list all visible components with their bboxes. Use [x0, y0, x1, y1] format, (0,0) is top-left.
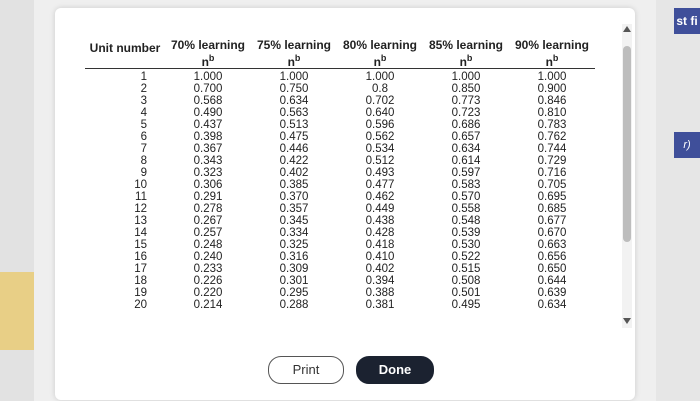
table-row — [85, 143, 595, 155]
learning-value-cell: 0.614 — [451, 155, 481, 167]
learning-value-cell: 0.357 — [279, 203, 309, 215]
learning-value-cell: 0.783 — [537, 119, 567, 131]
learning-value-cell: 0.345 — [279, 215, 309, 227]
unit-number-cell: 18 — [134, 275, 147, 287]
print-button[interactable]: Print — [268, 356, 344, 384]
learning-value-cell: 0.640 — [365, 107, 395, 119]
learning-value-cell: 0.385 — [279, 179, 309, 191]
unit-number-cell: 16 — [134, 251, 147, 263]
learning-value-cell: 0.267 — [193, 215, 223, 227]
learning-value-cell: 0.309 — [279, 263, 309, 275]
learning-value-cell: 0.762 — [537, 131, 567, 143]
learning-value-cell: 0.306 — [193, 179, 223, 191]
unit-number-cell: 9 — [140, 167, 147, 179]
column-header-b: b — [552, 53, 559, 63]
table-row — [85, 131, 595, 143]
column-header-75 — [251, 28, 337, 69]
table-header-row — [85, 28, 595, 69]
learning-curve-table — [85, 28, 595, 311]
learning-value-cell: 0.437 — [193, 119, 223, 131]
unit-number-cell: 4 — [140, 107, 147, 119]
table-row — [85, 179, 595, 191]
table-row — [85, 299, 595, 311]
column-header-b: b — [466, 53, 473, 63]
learning-value-cell: 1.000 — [193, 71, 223, 83]
learning-value-cell: 0.462 — [365, 191, 395, 203]
column-header-90 — [509, 28, 595, 69]
learning-value-cell: 0.490 — [193, 107, 223, 119]
learning-value-cell: 0.702 — [365, 95, 395, 107]
table-row — [85, 251, 595, 263]
learning-value-cell: 0.515 — [451, 263, 481, 275]
learning-value-cell: 0.316 — [279, 251, 309, 263]
unit-number-cell: 5 — [140, 119, 147, 131]
unit-number-cell: 3 — [140, 95, 147, 107]
learning-value-cell: 0.744 — [537, 143, 567, 155]
learning-value-cell: 0.418 — [365, 239, 395, 251]
learning-value-cell: 0.257 — [193, 227, 223, 239]
learning-value-cell: 0.240 — [193, 251, 223, 263]
learning-value-cell: 0.663 — [537, 239, 567, 251]
unit-number-cell: 8 — [140, 155, 147, 167]
learning-value-cell: 0.634 — [451, 143, 481, 155]
learning-value-cell: 0.850 — [451, 83, 481, 95]
scroll-up-arrow-icon[interactable] — [623, 26, 631, 32]
learning-value-cell: 0.214 — [193, 299, 223, 311]
table-row — [85, 83, 595, 95]
unit-number-cell: 13 — [134, 215, 147, 227]
learning-value-cell: 0.512 — [365, 155, 395, 167]
learning-value-cell: 0.388 — [365, 287, 395, 299]
unit-number-header: Unit number — [89, 41, 161, 55]
learning-curve-table-dialog — [55, 8, 635, 400]
learning-value-cell: 0.226 — [193, 275, 223, 287]
learning-value-cell: 0.670 — [537, 227, 567, 239]
unit-number-cell: 1 — [140, 71, 147, 83]
unit-number-cell: 2 — [140, 83, 147, 95]
unit-number-cell: 11 — [135, 191, 147, 203]
scroll-down-arrow-icon[interactable] — [623, 318, 631, 324]
learning-value-cell: 0.325 — [279, 239, 309, 251]
partial-label-top: st fi — [674, 8, 700, 34]
column-header-n: n — [287, 55, 295, 69]
learning-value-cell: 0.475 — [279, 131, 309, 143]
learning-value-cell: 0.438 — [365, 215, 395, 227]
learning-value-cell: 0.402 — [279, 167, 309, 179]
table-row — [85, 119, 595, 131]
column-header-n: n — [373, 55, 381, 69]
learning-value-cell: 0.291 — [193, 191, 223, 203]
learning-value-cell: 0.295 — [279, 287, 309, 299]
unit-number-cell: 12 — [134, 203, 147, 215]
column-header-b: b — [208, 53, 215, 63]
unit-number-cell: 17 — [134, 263, 147, 275]
learning-value-cell: 0.8 — [372, 83, 388, 95]
learning-value-cell: 0.446 — [279, 143, 309, 155]
column-header-b: b — [380, 53, 387, 63]
column-header-label: 80% learning — [342, 38, 418, 52]
table-row — [85, 167, 595, 179]
learning-value-cell: 0.700 — [193, 83, 223, 95]
unit-number-cell: 10 — [134, 179, 147, 191]
learning-value-cell: 0.334 — [279, 227, 309, 239]
learning-value-cell: 0.394 — [365, 275, 395, 287]
unit-number-cell: 7 — [140, 143, 147, 155]
learning-value-cell: 0.695 — [537, 191, 567, 203]
column-header-b: b — [294, 53, 301, 63]
table-row — [85, 203, 595, 215]
learning-value-cell: 0.501 — [451, 287, 481, 299]
learning-value-cell: 1.000 — [537, 71, 567, 83]
learning-value-cell: 0.596 — [365, 119, 395, 131]
learning-value-cell: 0.562 — [365, 131, 395, 143]
column-header-label: 90% learning — [514, 38, 590, 52]
learning-value-cell: 0.810 — [537, 107, 567, 119]
learning-value-cell: 0.597 — [451, 167, 481, 179]
learning-value-cell: 0.233 — [193, 263, 223, 275]
learning-value-cell: 0.513 — [279, 119, 309, 131]
learning-value-cell: 0.428 — [365, 227, 395, 239]
learning-value-cell: 0.422 — [279, 155, 309, 167]
done-button[interactable]: Done — [356, 356, 434, 384]
column-header-85 — [423, 28, 509, 69]
learning-value-cell: 0.539 — [451, 227, 481, 239]
learning-value-cell: 0.570 — [451, 191, 481, 203]
table-row — [85, 215, 595, 227]
learning-value-cell: 0.288 — [279, 299, 309, 311]
learning-value-cell: 0.644 — [537, 275, 567, 287]
learning-value-cell: 0.493 — [365, 167, 395, 179]
learning-value-cell: 0.568 — [193, 95, 223, 107]
learning-value-cell: 0.773 — [451, 95, 481, 107]
learning-value-cell: 0.716 — [537, 167, 567, 179]
table-row — [85, 263, 595, 275]
learning-value-cell: 0.656 — [537, 251, 567, 263]
table-row — [85, 227, 595, 239]
learning-value-cell: 0.685 — [537, 203, 567, 215]
left-background-strip — [0, 0, 34, 401]
learning-value-cell: 0.534 — [365, 143, 395, 155]
yellow-highlight-block — [0, 272, 34, 350]
column-header-n: n — [459, 55, 467, 69]
learning-value-cell: 0.558 — [451, 203, 481, 215]
learning-value-cell: 0.323 — [193, 167, 223, 179]
column-header-n: n — [545, 55, 553, 69]
unit-number-cell: 6 — [140, 131, 147, 143]
unit-number-cell: 19 — [134, 287, 147, 299]
table-row — [85, 95, 595, 107]
table-row — [85, 275, 595, 287]
learning-value-cell: 0.402 — [365, 263, 395, 275]
column-header-label: 85% learning — [428, 38, 504, 52]
learning-value-cell: 1.000 — [365, 71, 395, 83]
learning-value-cell: 1.000 — [279, 71, 309, 83]
learning-value-cell: 0.508 — [451, 275, 481, 287]
learning-value-cell: 0.370 — [279, 191, 309, 203]
unit-number-cell: 15 — [134, 239, 147, 251]
learning-value-cell: 0.449 — [365, 203, 395, 215]
table-row — [85, 107, 595, 119]
learning-value-cell: 0.563 — [279, 107, 309, 119]
learning-value-cell: 0.343 — [193, 155, 223, 167]
learning-value-cell: 0.522 — [451, 251, 481, 263]
table-row — [85, 287, 595, 299]
column-header-label: 70% learning — [170, 38, 246, 52]
learning-value-cell: 0.677 — [537, 215, 567, 227]
learning-value-cell: 0.705 — [537, 179, 567, 191]
learning-value-cell: 0.477 — [365, 179, 395, 191]
learning-value-cell: 0.657 — [451, 131, 481, 143]
learning-value-cell: 0.639 — [537, 287, 567, 299]
learning-value-cell: 0.381 — [365, 299, 395, 311]
learning-value-cell: 0.686 — [451, 119, 481, 131]
column-header-70 — [165, 28, 251, 69]
learning-value-cell: 0.530 — [451, 239, 481, 251]
learning-value-cell: 0.900 — [537, 83, 567, 95]
learning-value-cell: 0.583 — [451, 179, 481, 191]
learning-value-cell: 0.367 — [193, 143, 223, 155]
learning-value-cell: 0.410 — [365, 251, 395, 263]
table-row — [85, 239, 595, 251]
learning-value-cell: 1.000 — [451, 71, 481, 83]
column-header-label: 75% learning — [256, 38, 332, 52]
table-container — [85, 28, 595, 328]
learning-value-cell: 0.220 — [193, 287, 223, 299]
learning-value-cell: 0.650 — [537, 263, 567, 275]
learning-value-cell: 0.750 — [279, 83, 309, 95]
unit-number-cell: 14 — [134, 227, 147, 239]
learning-value-cell: 0.248 — [193, 239, 223, 251]
table-row — [85, 191, 595, 203]
learning-value-cell: 0.729 — [537, 155, 567, 167]
learning-value-cell: 0.634 — [537, 299, 567, 311]
learning-value-cell: 0.495 — [451, 299, 481, 311]
learning-value-cell: 0.634 — [279, 95, 309, 107]
column-header-80 — [337, 28, 423, 69]
learning-value-cell: 0.301 — [279, 275, 309, 287]
learning-value-cell: 0.846 — [537, 95, 567, 107]
learning-value-cell: 0.548 — [451, 215, 481, 227]
vertical-scrollbar[interactable] — [622, 24, 632, 328]
table-row — [85, 69, 595, 84]
unit-number-cell: 20 — [134, 299, 147, 311]
column-header-n: n — [201, 55, 209, 69]
partial-label-middle: r) — [674, 132, 700, 158]
learning-value-cell: 0.723 — [451, 107, 481, 119]
learning-value-cell: 0.278 — [193, 203, 223, 215]
learning-value-cell: 0.398 — [193, 131, 223, 143]
right-background-strip — [656, 0, 700, 401]
table-row — [85, 155, 595, 167]
table-body — [85, 69, 595, 312]
scrollbar-thumb[interactable] — [623, 46, 631, 242]
